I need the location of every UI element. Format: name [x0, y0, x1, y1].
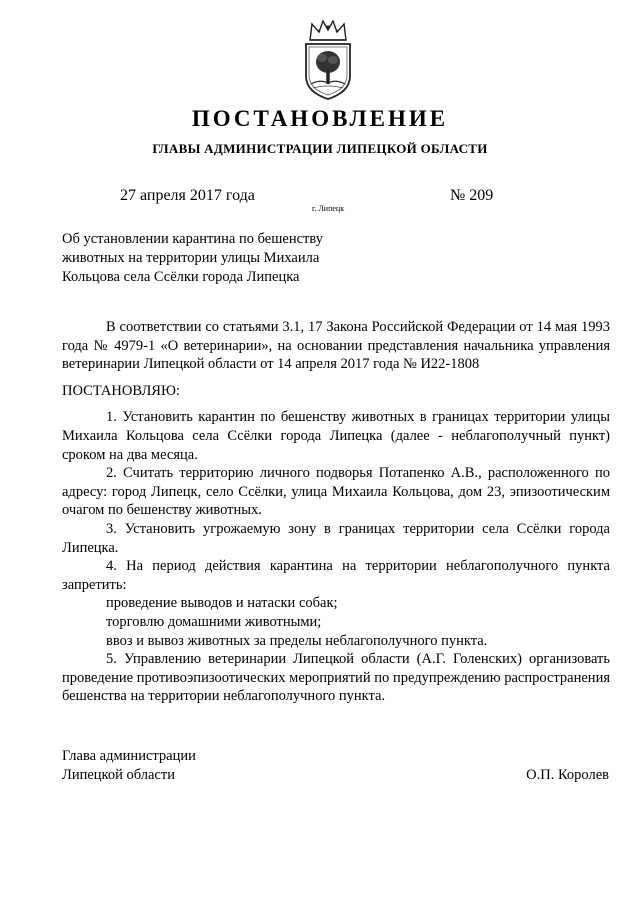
item-paragraph-1: 1. Установить карантин по бешенству животных в границах территории улицы Михаила Кольцова села Ссёлки города Липецка (далее - неблагополучный пункт) сроком на два месяца.: [62, 409, 610, 463]
signatory-position-line: Липецкой области: [62, 767, 175, 783]
item-paragraph-2: 2. Считать территорию личного подворья Потапенко А.В., расположенного по адресу: город Липецк, село Ссёлки, улица Михаила Кольцова, дом 23, эпизоотическим очагом по бешенству животных.: [62, 465, 610, 519]
decree-word: ПОСТАНОВЛЯЮ:: [62, 382, 180, 399]
subject-line: животных на территории улицы Михаила: [62, 250, 320, 266]
document-body: [62, 318, 610, 706]
prohibition-item: проведение выводов и натаски собак;: [106, 595, 338, 612]
signatory-position-line: Глава администрации: [62, 748, 196, 764]
document-subject: [62, 230, 362, 287]
subject-line: Кольцова села Ссёлки города Липецка: [62, 269, 300, 285]
coat-of-arms-icon: [300, 18, 356, 102]
signatory-name: О.П. Королев: [526, 767, 609, 783]
document-subtitle: ГЛАВЫ АДМИНИСТРАЦИИ ЛИПЕЦКОЙ ОБЛАСТИ: [152, 141, 488, 156]
signatory-position: [62, 747, 196, 785]
item-paragraph-5: 5. Управлению ветеринарии Липецкой области (А.Г. Голенских) организовать проведение противоэпизоотических мероприятий по предупреждению распространения бешенства на территории неблагополучного пункта.: [62, 651, 610, 705]
document-date: 27 апреля 2017 года: [120, 187, 255, 204]
item-paragraph-4: 4. На период действия карантина на территории неблагополучного пункта запретить:: [62, 558, 610, 593]
preamble-paragraph: В соответствии со статьями 3.1, 17 Закона Российской Федерации от 14 мая 1993 года № 4979-1 «О ветеринарии», на основании представления начальника управления ветеринарии Липецкой области от 14 апреля 2017 года № И22-1808: [62, 319, 610, 373]
prohibition-item: торговлю домашними животными;: [106, 613, 322, 630]
item-paragraph-3: 3. Установить угрожаемую зону в границах территории села Ссёлки города Липецка.: [62, 520, 610, 556]
subject-line: Об установлении карантина по бешенству: [62, 231, 323, 247]
prohibition-item: ввоз и вывоз животных за пределы неблагополучного пункта.: [106, 632, 488, 649]
document-number: № 209: [450, 187, 494, 204]
document-title: ПОСТАНОВЛЕНИЕ: [191, 106, 449, 131]
document-city: г. Липецк: [312, 204, 345, 213]
